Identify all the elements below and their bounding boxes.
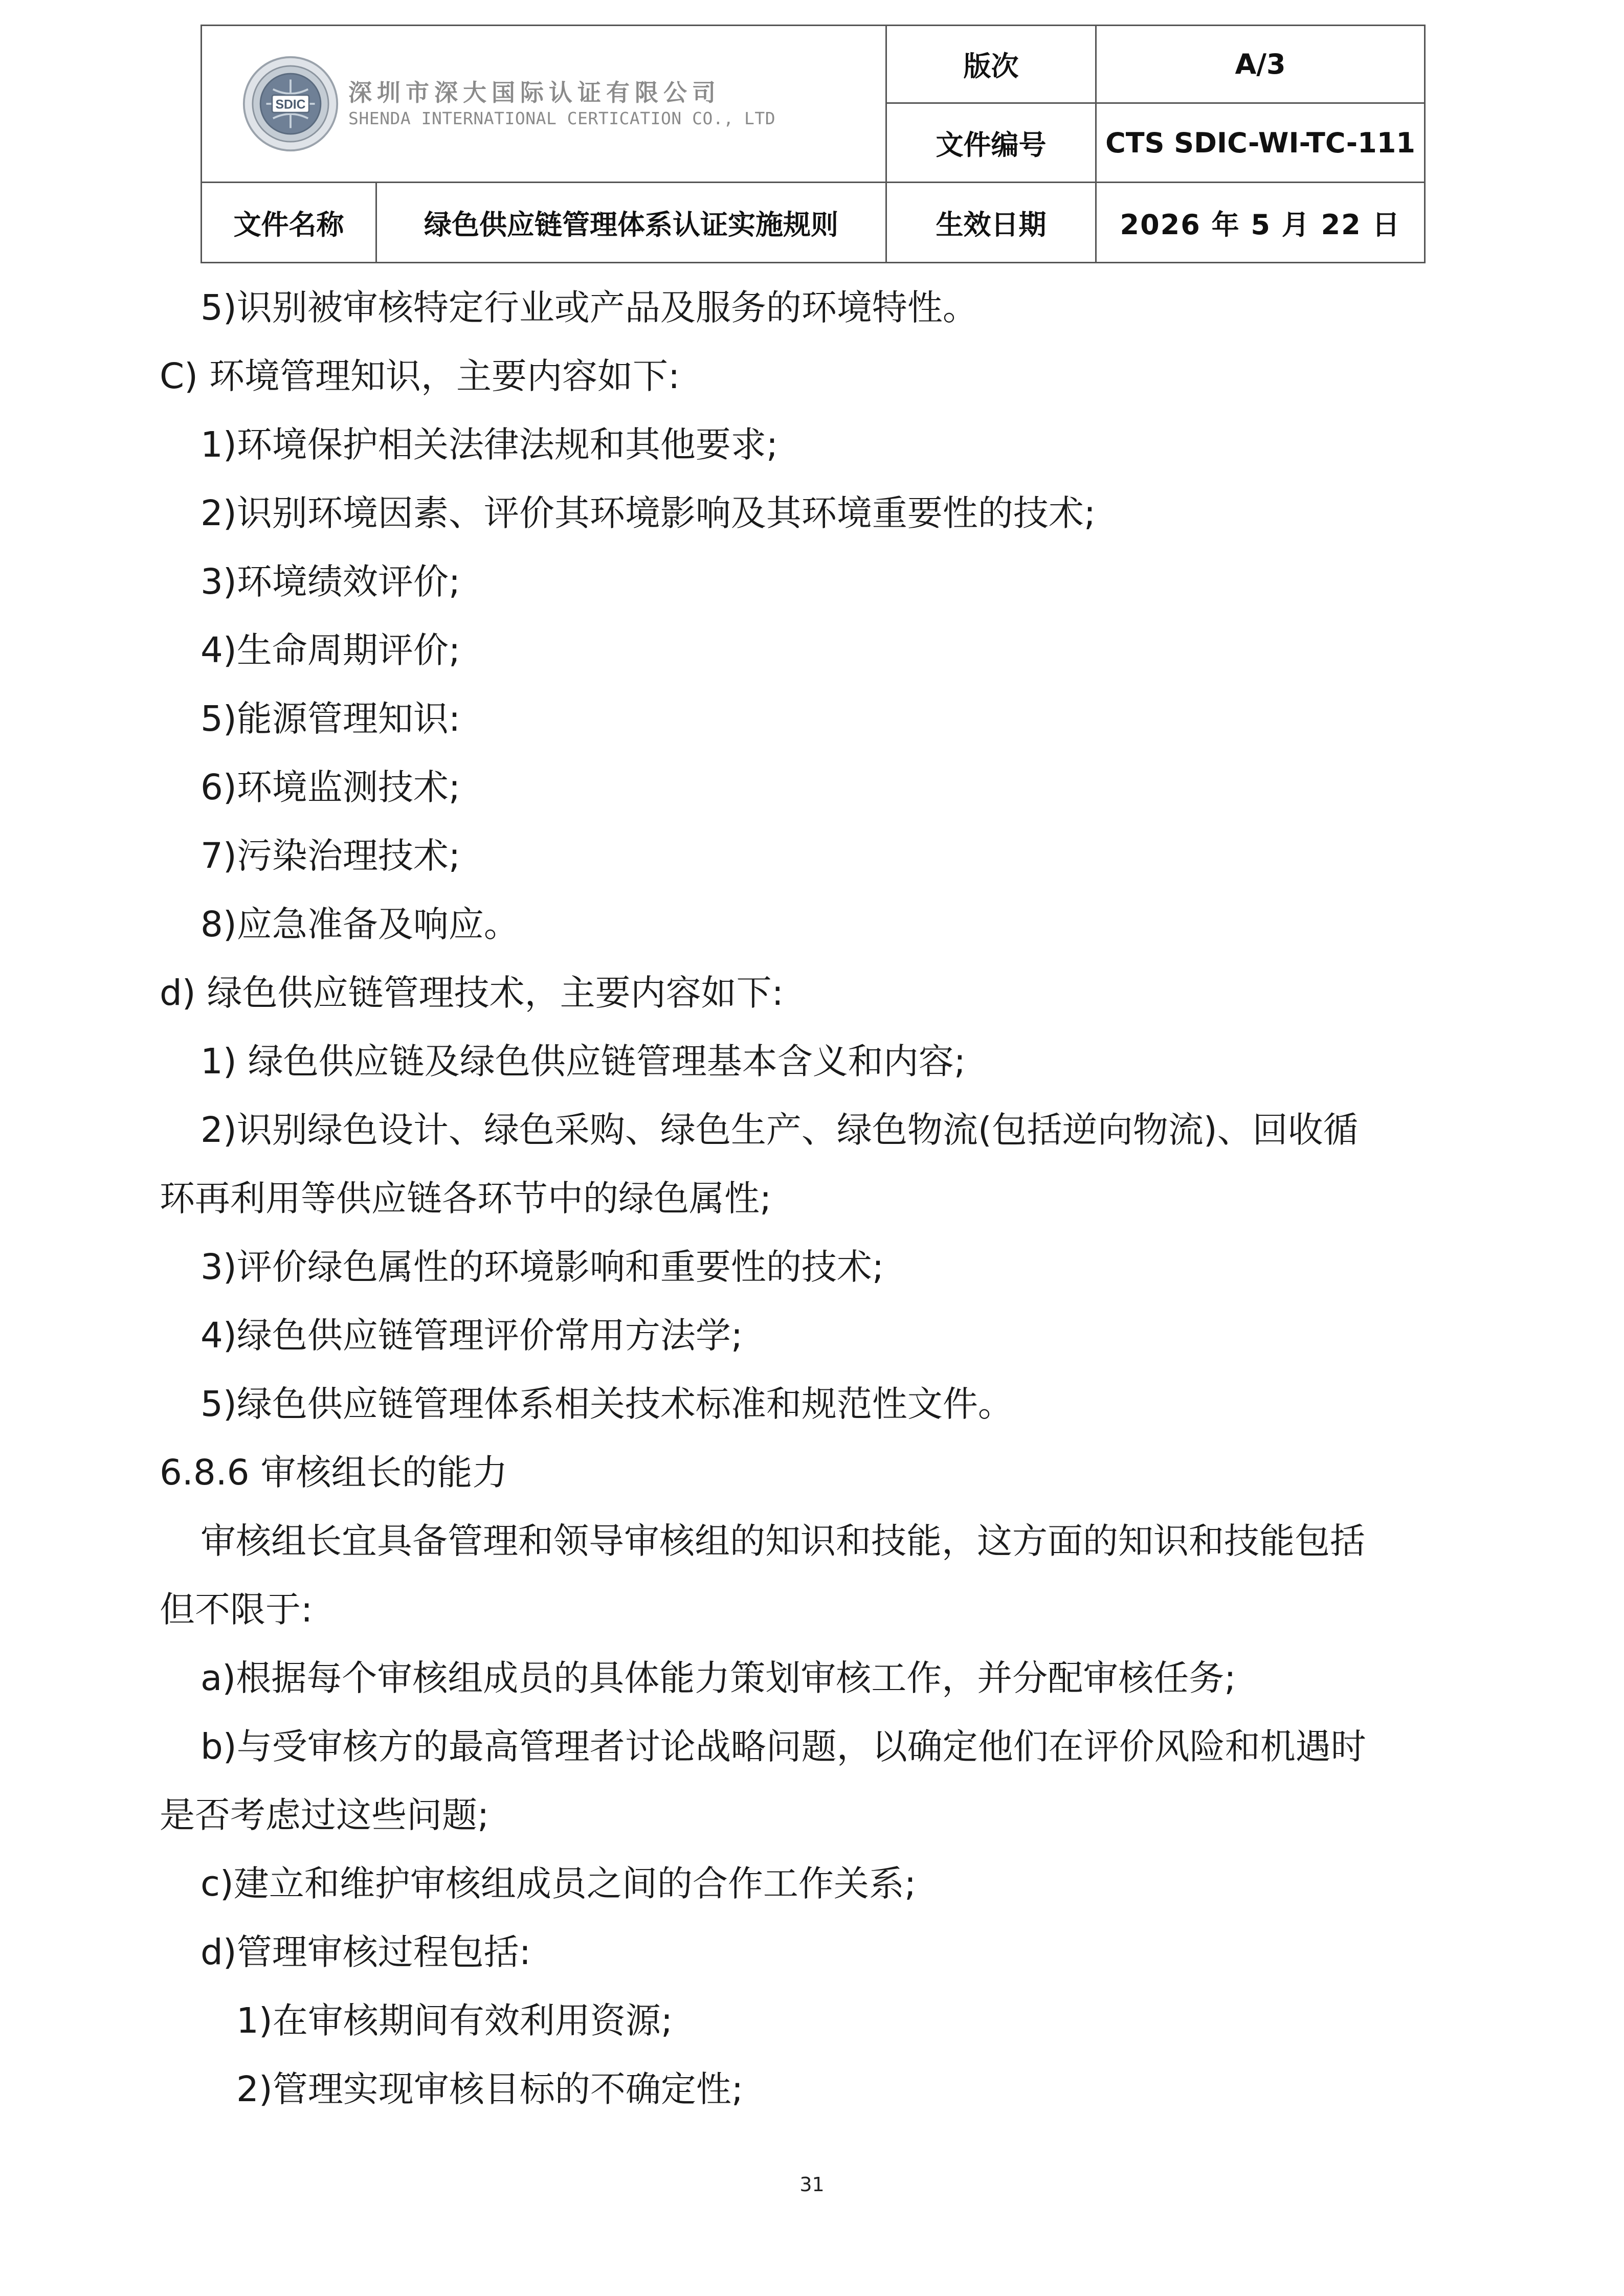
body-line: 7)污染治理技术; (201, 836, 461, 876)
body-line: 2)识别绿色设计、绿色采购、绿色生产、绿色物流(包括逆向物流)、回收循 (201, 1110, 1359, 1151)
body-line: 但不限于: (160, 1589, 313, 1630)
body-line: C) 环境管理知识，主要内容如下: (160, 356, 680, 397)
body-line: 2)识别环境因素、评价其环境影响及其环境重要性的技术; (201, 493, 1096, 534)
body-line: 是否考虑过这些问题; (160, 1795, 490, 1836)
body-line: d) 绿色供应链管理技术，主要内容如下: (160, 973, 784, 1014)
body-line: 1) 绿色供应链及绿色供应链管理基本含义和内容; (201, 1041, 966, 1082)
body-line: 5)识别被审核特定行业或产品及服务的环境特性。 (201, 287, 978, 328)
body-line: 2)管理实现审核目标的不确定性; (236, 2069, 744, 2110)
document-header-table (201, 25, 1426, 263)
page-number: 31 (799, 2173, 825, 2196)
doc-number-value: CTS SDIC-WI-TC-111 (1096, 103, 1425, 183)
company-logo-emblem-icon (242, 55, 339, 152)
body-line: c)建立和维护审核组成员之间的合作工作关系; (201, 1863, 917, 1904)
body-line: d)管理审核过程包括: (201, 1932, 531, 1973)
company-name-en: SHENDA INTERNATIONAL CERTICATION CO., LTD (348, 108, 776, 129)
body-line: 3)评价绿色属性的环境影响和重要性的技术; (201, 1247, 884, 1288)
effective-date-label: 生效日期 (886, 183, 1096, 263)
body-line: 3)环境绩效评价; (201, 561, 461, 602)
version-label: 版次 (886, 26, 1096, 103)
body-line: 1)在审核期间有效利用资源; (236, 2000, 673, 2041)
body-line: 审核组长宜具备管理和领导审核组的知识和技能，这方面的知识和技能包括 (201, 1521, 1365, 1562)
doc-name-value: 绿色供应链管理体系认证实施规则 (376, 183, 886, 263)
body-line: 环再利用等供应链各环节中的绿色属性; (160, 1178, 772, 1219)
logo-mark-text: SDIC (275, 98, 306, 112)
company-logo-cell (202, 26, 886, 183)
body-line: 4)生命周期评价; (201, 630, 461, 671)
body-line: 5)能源管理知识: (201, 699, 461, 739)
body-line: 6)环境监测技术; (201, 767, 461, 808)
body-line: 1)环境保护相关法律法规和其他要求; (201, 424, 778, 465)
company-name-cn: 深圳市深大国际认证有限公司 (348, 78, 721, 106)
section-heading: 6.8.6 审核组长的能力 (160, 1452, 508, 1493)
body-line: 8)应急准备及响应。 (201, 904, 519, 945)
doc-number-label: 文件编号 (886, 103, 1096, 183)
body-line: b)与受审核方的最高管理者讨论战略问题，以确定他们在评价风险和机遇时 (201, 1726, 1366, 1767)
body-line: 5)绿色供应链管理体系相关技术标准和规范性文件。 (201, 1384, 1013, 1425)
doc-name-label: 文件名称 (202, 183, 376, 263)
body-line: 4)绿色供应链管理评价常用方法学; (201, 1315, 743, 1356)
version-value: A/3 (1096, 26, 1425, 103)
body-line: a)根据每个审核组成员的具体能力策划审核工作，并分配审核任务; (201, 1658, 1236, 1699)
effective-date-value: 2026 年 5 月 22 日 (1096, 183, 1425, 263)
